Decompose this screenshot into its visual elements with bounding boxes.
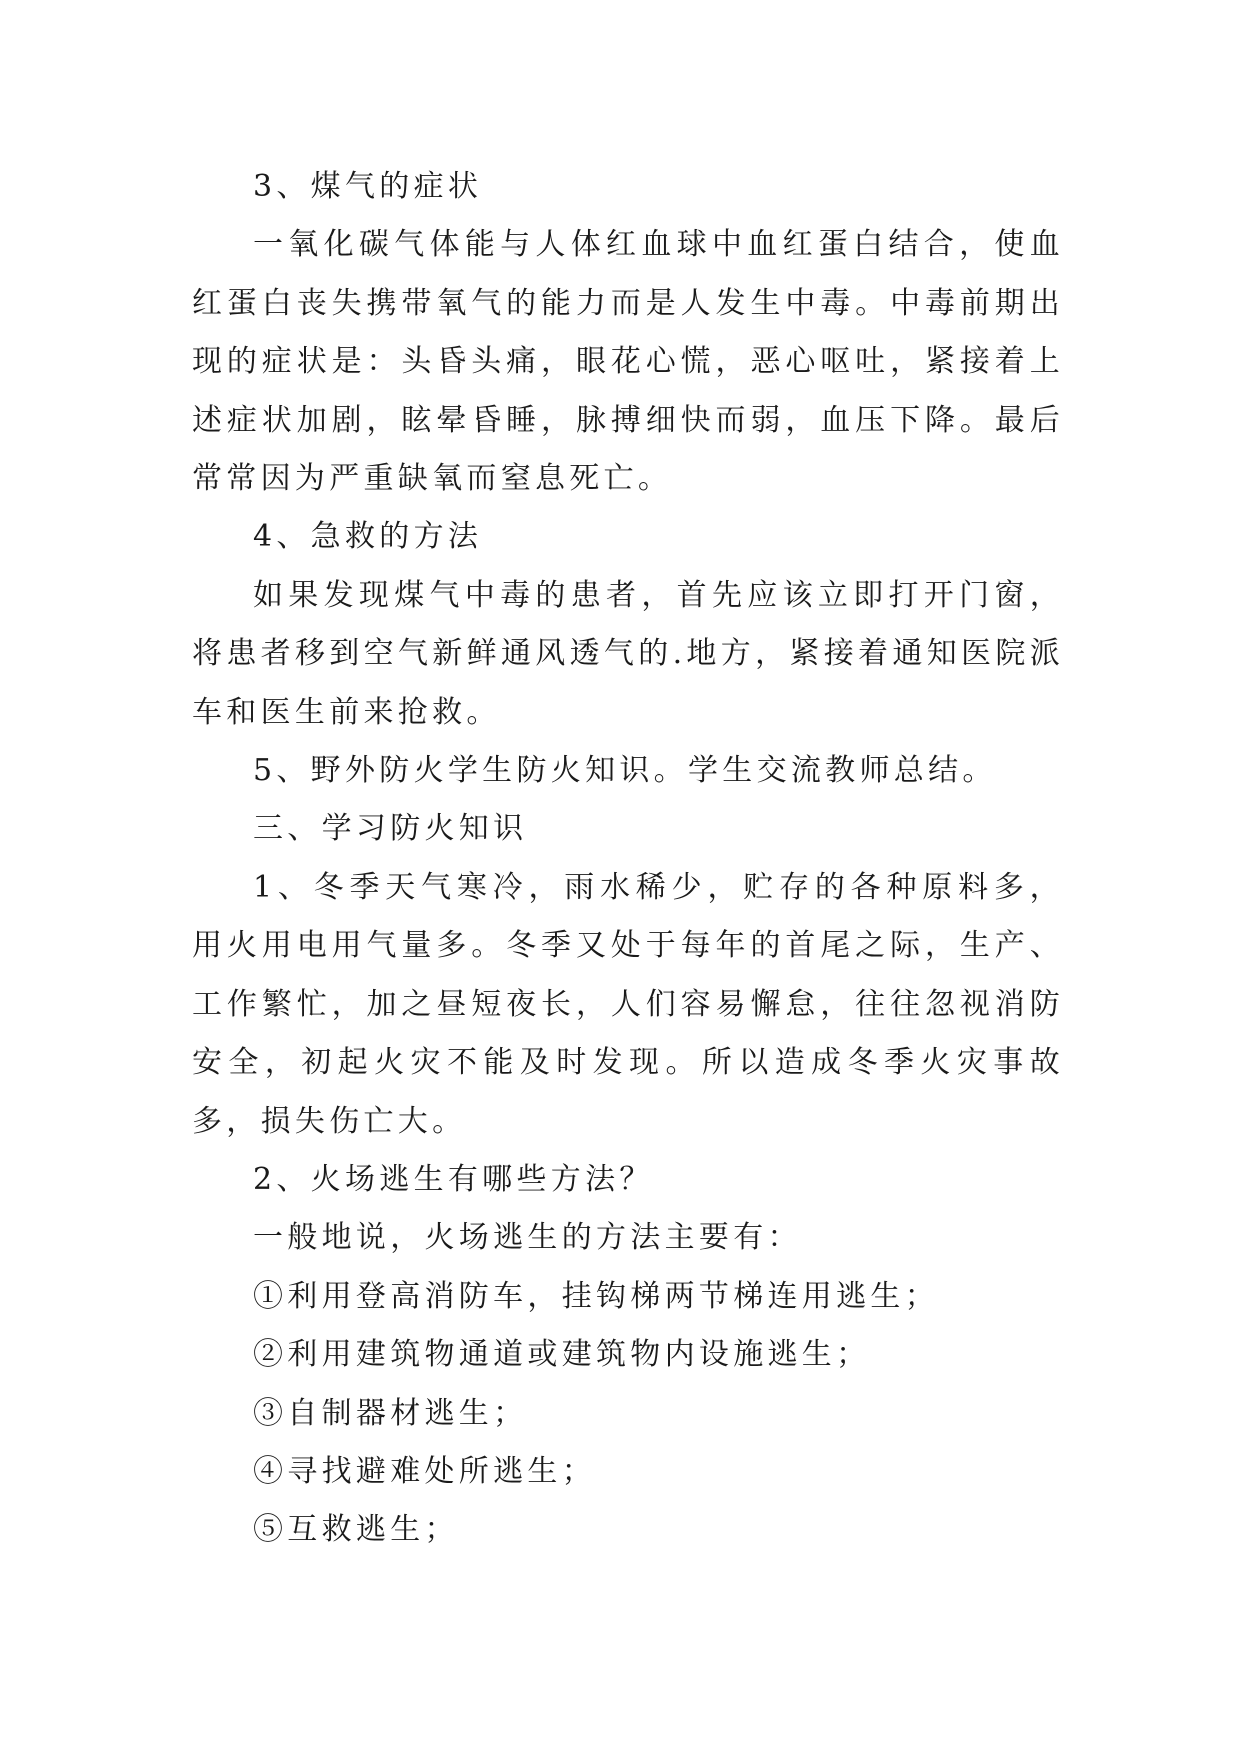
- heading-gas-symptoms: 3、煤气的症状: [253, 169, 483, 204]
- paragraph-outdoor-fire: 5、野外防火学生防火知识。学生交流教师总结。: [253, 753, 997, 789]
- list-item-escape-2: ②利用建筑物通道或建筑物内设施逃生；: [253, 1337, 871, 1373]
- list-item-escape-4: ④寻找避难处所逃生；: [253, 1453, 596, 1489]
- document-body: [192, 158, 1064, 1560]
- paragraph-escape-intro: 一般地说，火场逃生的方法主要有：: [253, 1220, 802, 1256]
- paragraph-symptoms: 一氧化碳气体能与人体红血球中血红蛋白结合，使血红蛋白丧失携带氧气的能力而是人发生中毒。中毒前期出现的症状是：头昏头痛，眼花心慌，恶心呕吐，紧接着上述症状加剧，眩晕昏睡，脉搏细快而弱，血压下降。最后常常因为严重缺氧而窒息死亡。: [192, 227, 1064, 497]
- heading-first-aid: 4、急救的方法: [253, 519, 483, 555]
- heading-fire-knowledge: 三、学习防火知识: [253, 811, 528, 847]
- list-item-escape-1: ①利用登高消防车，挂钩梯两节梯连用逃生；: [253, 1278, 939, 1314]
- list-item-escape-3: ③自制器材逃生；: [253, 1395, 528, 1431]
- list-item-escape-5: ⑤互救逃生；: [253, 1512, 459, 1548]
- heading-escape-methods: 2、火场逃生有哪些方法？: [253, 1161, 654, 1197]
- paragraph-first-aid: 如果发现煤气中毒的患者，首先应该立即打开门窗，将患者移到空气新鲜通风透气的.地方，紧接着通知医院派车和医生前来抢救。: [192, 577, 1064, 730]
- paragraph-winter-fire: 1、冬季天气寒冷，雨水稀少，贮存的各种原料多，用火用电用气量多。冬季又处于每年的首尾之际，生产、工作繁忙，加之昼短夜长，人们容易懈怠，往往忽视消防安全，初起火灾不能及时发现。所以造成冬季火灾事故多，损失伤亡大。: [192, 869, 1064, 1139]
